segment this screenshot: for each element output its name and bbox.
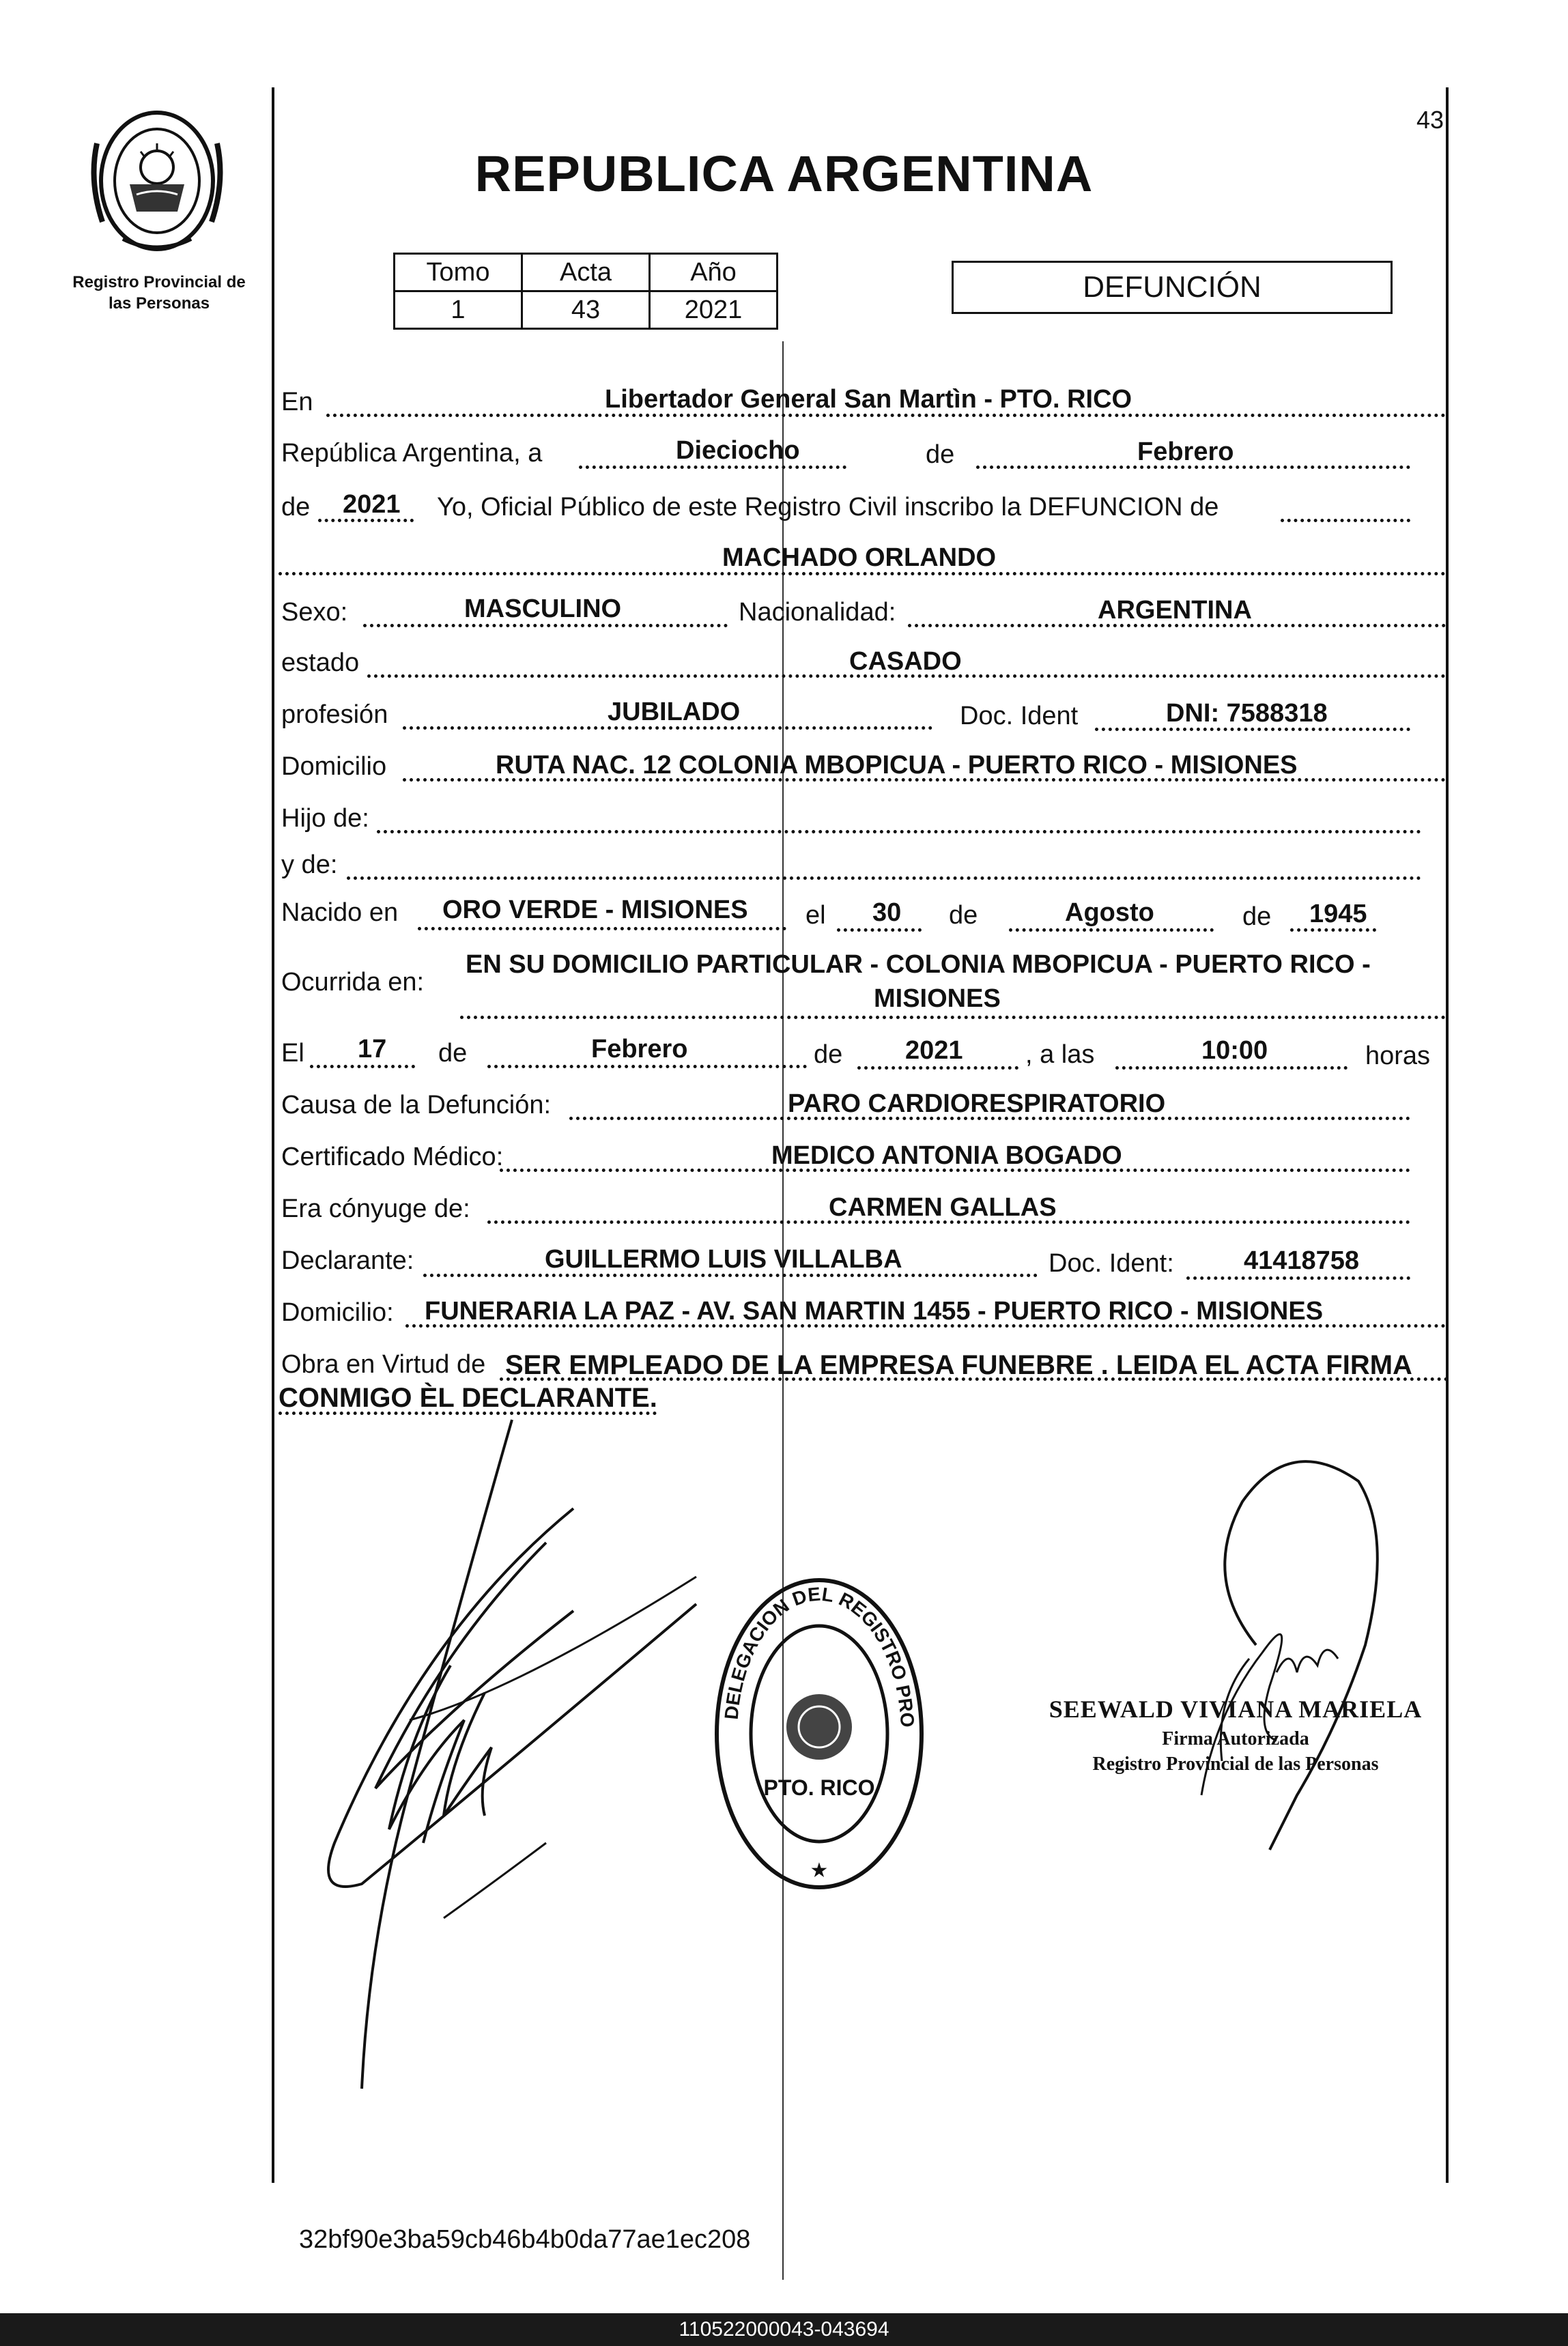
registry-round-stamp	[696, 1553, 935, 1898]
doc-label-2: Doc. Ident:	[1049, 1249, 1174, 1278]
record-type-box: DEFUNCIÓN	[952, 261, 1393, 314]
de-label-5: de	[814, 1040, 843, 1069]
acta-header: Acta	[522, 254, 650, 291]
month-value: Febrero	[1137, 438, 1234, 466]
death-year-value: 2021	[905, 1036, 963, 1065]
nacido-label: Nacido en	[281, 898, 399, 927]
sexo-value: MASCULINO	[464, 595, 622, 623]
official-name: SEEWALD VIVIANA MARIELA	[1049, 1696, 1423, 1723]
death-month-value: Febrero	[591, 1035, 688, 1063]
ocurrida-line2-value: MISIONES	[874, 984, 1001, 1013]
document-title: REPUBLICA ARGENTINA	[474, 145, 1094, 202]
death-year-line	[857, 1066, 1018, 1070]
acta-value: 43	[522, 291, 650, 329]
el-label-1: el	[806, 901, 826, 930]
y-de-label: y de:	[281, 850, 338, 879]
el-label-2: El	[281, 1039, 304, 1068]
sexo-label: Sexo:	[281, 598, 348, 627]
day-line	[579, 466, 846, 469]
year-prefix-label: de	[281, 493, 311, 521]
en-label: En	[281, 388, 313, 416]
ano-value: 2021	[650, 291, 778, 329]
a-las-label: , a las	[1025, 1040, 1095, 1069]
domicilio-label: Domicilio	[281, 752, 387, 781]
declarant-signature	[287, 1406, 710, 2102]
ano-header: Año	[650, 254, 778, 291]
certificado-value: MEDICO ANTONIA BOGADO	[771, 1141, 1122, 1170]
death-month-line	[487, 1065, 807, 1068]
right-margin-line	[1446, 87, 1449, 2183]
obra-line2-value: CONMIGO ÈL DECLARANTE.	[279, 1383, 657, 1413]
nacido-value: ORO VERDE - MISIONES	[442, 896, 748, 924]
death-time-line	[1115, 1066, 1348, 1070]
ocurrida-line1-value: EN SU DOMICILIO PARTICULAR - COLONIA MBOPICUA - PUERTO RICO -	[466, 950, 1371, 979]
de-label-4: de	[438, 1039, 468, 1068]
hijo-label: Hijo de:	[281, 804, 369, 833]
statement-line	[1281, 519, 1410, 522]
footer-code: 110522000043-043694	[679, 2318, 889, 2341]
de-label-1: de	[926, 440, 955, 469]
svg-text:DELEGACION DEL REGISTRO PROVIN: DELEGACION DEL REGISTRO PROVINCIAL DE LAS PERSONAS	[696, 1553, 919, 1728]
sexo-line	[363, 624, 728, 627]
declarante-value: GUILLERMO LUIS VILLALBA	[545, 1245, 902, 1274]
death-time-value: 10:00	[1201, 1036, 1268, 1065]
y-de-line	[347, 876, 1421, 880]
page-number: 43	[1416, 106, 1444, 134]
conyuge-label: Era cónyuge de:	[281, 1195, 470, 1223]
day-text-value: Dieciocho	[676, 436, 800, 465]
document-hash: 32bf90e3ba59cb46b4b0da77ae1ec208	[299, 2225, 751, 2254]
declarante-domicilio-value: FUNERARIA LA PAZ - AV. SAN MARTIN 1455 - PUERTO RICO - MISIONES	[425, 1297, 1324, 1326]
tomo-value: 1	[395, 291, 522, 329]
tomo-acta-ano-table	[393, 253, 778, 330]
svg-text:PTO. RICO: PTO. RICO	[763, 1775, 875, 1800]
causa-label: Causa de la Defunción:	[281, 1091, 552, 1119]
tomo-header: Tomo	[395, 254, 522, 291]
declarante-doc-line	[1186, 1276, 1410, 1280]
republica-label: República Argentina, a	[281, 439, 543, 468]
causa-value: PARO CARDIORESPIRATORIO	[788, 1089, 1166, 1118]
en-line	[326, 414, 1446, 417]
birth-month-value: Agosto	[1065, 898, 1154, 927]
birth-year-line	[1290, 928, 1376, 932]
nacionalidad-label: Nacionalidad:	[739, 598, 896, 627]
official-title: Firma Autorizada	[1162, 1728, 1309, 1749]
de-label-2: de	[949, 901, 978, 930]
birth-year-value: 1945	[1309, 900, 1367, 928]
footer-code-bar	[0, 2313, 1568, 2346]
conyuge-value: CARMEN GALLAS	[829, 1193, 1057, 1222]
place-value: Libertador General San Martìn - PTO. RICO	[605, 385, 1132, 414]
doc-label: Doc. Ident	[960, 702, 1079, 730]
obra-line1-value: SER EMPLEADO DE LA EMPRESA FUNEBRE . LEIDA EL ACTA FIRMA	[505, 1350, 1412, 1380]
registry-label: Registro Provincial de las Personas	[72, 273, 246, 313]
de-label-3: de	[1242, 902, 1272, 931]
deceased-name-value: MACHADO ORLANDO	[722, 543, 997, 572]
nacido-line	[418, 927, 786, 930]
nacionalidad-value: ARGENTINA	[1098, 596, 1252, 625]
declarante-doc-value: 41418758	[1244, 1246, 1360, 1275]
profesion-value: JUBILADO	[608, 698, 741, 726]
obra-label: Obra en Virtud de	[281, 1350, 486, 1379]
obra-line1-dots	[500, 1377, 1449, 1381]
estado-label: estado	[281, 648, 360, 677]
year-value: 2021	[343, 490, 401, 519]
declarante-line	[423, 1274, 1038, 1277]
profesion-label: profesión	[281, 700, 388, 729]
official-office: Registro Provincial de las Personas	[1092, 1754, 1379, 1775]
birth-day-line	[837, 928, 922, 932]
horas-label: horas	[1365, 1042, 1431, 1070]
birth-month-line	[1009, 928, 1214, 932]
domicilio-label-2: Domicilio:	[281, 1298, 394, 1327]
ocurrida-line	[460, 1016, 1446, 1019]
birth-day-value: 30	[872, 898, 902, 927]
official-stamp	[1044, 1693, 1427, 1777]
hijo-line	[377, 830, 1421, 833]
profesion-line	[403, 726, 932, 730]
declarante-label: Declarante:	[281, 1246, 414, 1275]
death-day-line	[310, 1065, 415, 1068]
domicilio-value: RUTA NAC. 12 COLONIA MBOPICUA - PUERTO RICO - MISIONES	[496, 751, 1298, 779]
certificado-label: Certificado Médico:	[281, 1143, 504, 1171]
official-signature	[1160, 1440, 1393, 1850]
estado-value: CASADO	[849, 647, 962, 676]
year-line	[318, 519, 414, 522]
statement-text: Yo, Oficial Público de este Registro Civil inscribo la DEFUNCION de	[437, 493, 1219, 521]
doc-line	[1095, 728, 1410, 731]
ocurrida-label: Ocurrida en:	[281, 968, 425, 997]
svg-text:★: ★	[810, 1859, 829, 1883]
doc-value: DNI: 7588318	[1166, 699, 1328, 728]
left-margin-line	[272, 87, 274, 2183]
death-day-value: 17	[358, 1035, 387, 1063]
deceased-line	[279, 572, 1446, 575]
